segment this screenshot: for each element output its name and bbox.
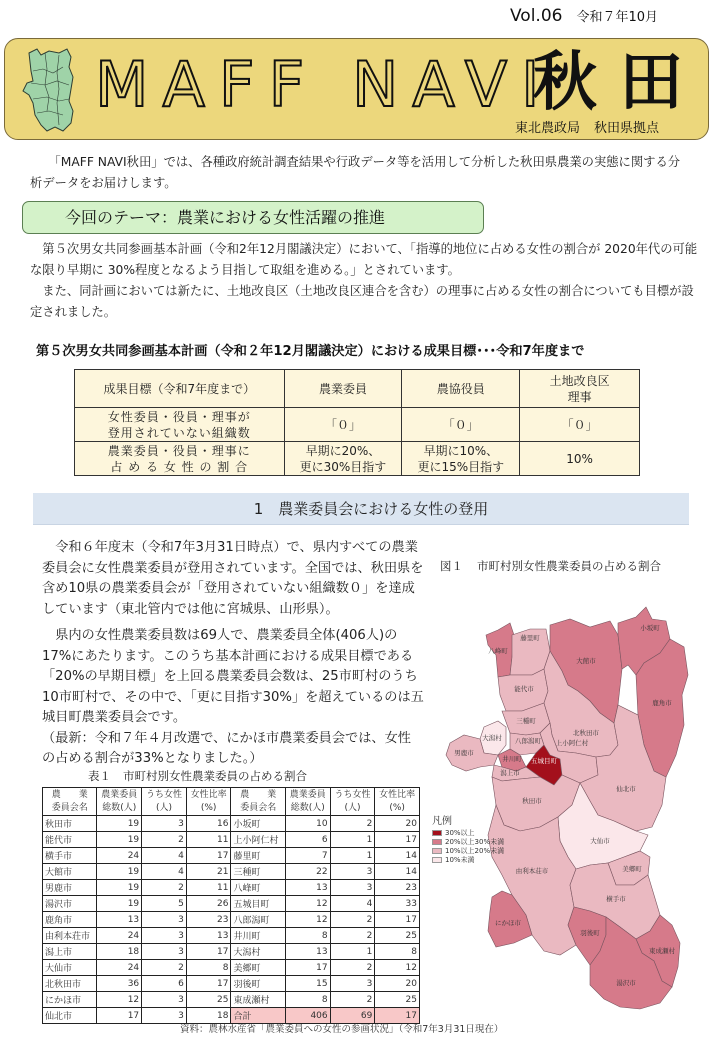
female-ratio: 16 [186, 816, 231, 832]
female-members: 6 [142, 976, 187, 992]
total-members: 12 [97, 992, 142, 1008]
female-ratio: 20 [375, 816, 420, 832]
plan-paragraph: また、同計画においては新たに、土地改良区（土地改良区連合を含む）の理事に占める女性の割合についても目標が設定されました。 [30, 284, 694, 319]
table-header-cell: うち女性 (人) [142, 788, 187, 816]
total-members: 13 [285, 880, 330, 896]
female-members: 3 [142, 912, 187, 928]
municipality-name: 八郎潟町 [231, 912, 285, 928]
total-members: 24 [97, 960, 142, 976]
female-members: 1 [330, 832, 375, 848]
total-members: 19 [97, 880, 142, 896]
table-row [43, 832, 420, 848]
volume-label: Vol.06 [510, 6, 563, 26]
table-row [43, 848, 420, 864]
total-members: 13 [285, 944, 330, 960]
table-header-cell: 農 業 委員会名 [231, 788, 285, 816]
akita-map-icon [19, 45, 77, 135]
map-label-yuzawa: 湯沢市 [616, 979, 636, 987]
total-members: 17 [97, 1008, 142, 1024]
goals-header: 農協役員 [402, 370, 520, 408]
table-row [43, 976, 420, 992]
total-members: 17 [285, 960, 330, 976]
goals-row-label: 女性委員・役員・理事が 登用されていない組織数 [75, 408, 285, 442]
female-members: 3 [330, 864, 375, 880]
municipality-name: 鹿角市 [43, 912, 97, 928]
female-members: 4 [330, 896, 375, 912]
total-members: 22 [285, 864, 330, 880]
legend-label: 20%以上30%未満 [445, 837, 505, 846]
total-members: 19 [97, 896, 142, 912]
municipality-name: 小坂町 [231, 816, 285, 832]
legend-swatch [432, 848, 442, 854]
municipality-table [42, 787, 420, 1024]
municipality-name: 大館市 [43, 864, 97, 880]
map-label-yokote: 横手市 [606, 895, 626, 903]
municipality-name: 大潟村 [231, 944, 285, 960]
table-header-cell: うち女性 (人) [330, 788, 375, 816]
table-row [43, 928, 420, 944]
section-paragraph: 県内の女性農業委員数は69人で、農業委員全体(406人)の17%にあたります。このうち基本計画における成果目標である「20%の早期目標」を上回る農業委員会数は、25市町村のうち10市町村で、その中で、「更に目指す30%」を超えているのは五城目町農業委員会です。 [42, 628, 424, 725]
female-ratio: 17 [186, 976, 231, 992]
table-row [43, 816, 420, 832]
total-members: 406 [285, 1008, 330, 1024]
table-row [43, 912, 420, 928]
section-note: （最新：令和７年４月改選で、にかほ市農業委員会では、女性の占める割合が33%となりました。） [42, 730, 411, 766]
table-header-cell: 農 業 委員会名 [43, 788, 97, 816]
municipality-name: 八峰町 [231, 880, 285, 896]
total-members: 12 [285, 896, 330, 912]
municipality-name: 北秋田市 [43, 976, 97, 992]
map-label-noshiro: 能代市 [514, 685, 534, 693]
female-ratio: 12 [375, 960, 420, 976]
table-row [43, 960, 420, 976]
source-note: 資料：農林水産省「農業委員への女性の参画状況」（令和7年3月31日現在） [180, 1024, 504, 1035]
female-ratio: 23 [375, 880, 420, 896]
section-heading: 1 農業委員会における女性の登用 [33, 493, 689, 525]
goals-header: 成果目標（令和7年度まで） [75, 370, 285, 408]
map-label-akita: 秋田市 [522, 797, 542, 805]
municipality-name: 秋田市 [43, 816, 97, 832]
female-members: 3 [142, 944, 187, 960]
goals-header-row [75, 370, 640, 408]
map-label-nikaho: にかほ市 [495, 919, 521, 927]
map-label-ikawa: 井川町 [502, 755, 522, 763]
total-members: 8 [285, 928, 330, 944]
female-ratio: 17 [375, 912, 420, 928]
total-members: 12 [285, 912, 330, 928]
female-ratio: 14 [375, 848, 420, 864]
female-members: 1 [330, 848, 375, 864]
female-ratio: 8 [186, 960, 231, 976]
plan-paragraph: 第５次男女共同参画基本計画（令和2年12月閣議決定）において、「指導的地位に占める女性の割合が 2020年代の可能な限り早期に 30%程度となるよう目指して取組を進める。」とされています。 [30, 242, 698, 277]
table-header-cell: 農業委員 総数(人) [97, 788, 142, 816]
female-members: 2 [330, 912, 375, 928]
goals-header: 土地改良区 理事 [520, 370, 640, 408]
female-ratio: 25 [375, 928, 420, 944]
female-ratio: 33 [375, 896, 420, 912]
goals-row [75, 442, 640, 476]
plan-description [30, 239, 700, 323]
map-label-oga: 男鹿市 [454, 749, 474, 757]
legend-label: 30%以上 [445, 828, 475, 837]
issue-info [510, 6, 658, 26]
female-members: 3 [142, 816, 187, 832]
female-ratio: 13 [186, 928, 231, 944]
municipality-name: 羽後町 [231, 976, 285, 992]
female-ratio: 25 [375, 992, 420, 1008]
municipality-name: にかほ市 [43, 992, 97, 1008]
table-header-row [43, 788, 420, 816]
female-members: 4 [142, 848, 187, 864]
total-members: 19 [97, 816, 142, 832]
female-ratio: 23 [186, 912, 231, 928]
map-label-kosaka: 小坂町 [640, 624, 660, 632]
municipality-name: 井川町 [231, 928, 285, 944]
goals-row-label: 農業委員・役員・理事に 占 め る 女 性 の 割 合 [75, 442, 285, 476]
female-members: 1 [330, 944, 375, 960]
figure-caption: 図１ 市町村別女性農業委員の占める割合 [440, 559, 661, 573]
municipality-name: 大仙市 [43, 960, 97, 976]
logo-kanji: 秋田 [533, 45, 705, 120]
female-ratio: 20 [375, 976, 420, 992]
municipality-name: 藤里町 [231, 848, 285, 864]
total-members: 7 [285, 848, 330, 864]
goals-header: 農業委員 [284, 370, 402, 408]
table-row [43, 880, 420, 896]
map-label-happo: 八峰町 [488, 647, 508, 655]
map-label-odate: 大館市 [576, 657, 596, 665]
female-members: 2 [142, 832, 187, 848]
legend-title: 凡例 [432, 816, 452, 827]
female-ratio: 17 [186, 944, 231, 960]
female-members: 2 [142, 960, 187, 976]
municipality-name: 由利本荘市 [43, 928, 97, 944]
map-label-ogata: 大潟村 [482, 734, 502, 742]
legend-swatch [432, 839, 442, 845]
goals-row [75, 408, 640, 442]
goals-cell: 「０」 [284, 408, 402, 442]
section-body [42, 538, 424, 770]
female-ratio: 18 [186, 1008, 231, 1024]
table-row [43, 896, 420, 912]
municipality-name: 男鹿市 [43, 880, 97, 896]
total-members: 8 [285, 992, 330, 1008]
goals-table [74, 369, 640, 476]
female-members: 2 [330, 960, 375, 976]
legend-item [432, 855, 504, 864]
table-header-cell: 女性比率 (%) [375, 788, 420, 816]
section-paragraph: 令和６年度末（令和7年3月31日時点）で、県内すべての農業委員会に女性農業委員が登用されています。全国では、秋田県を含め10県の農業委員会が「登用されていない組織数０」を達成しています（東北管内では他に宮城県、山形県）。 [42, 540, 424, 617]
female-ratio: 11 [186, 832, 231, 848]
goals-cell: 早期に20%、 更に30%目指す [284, 442, 402, 476]
female-ratio: 26 [186, 896, 231, 912]
female-members: 2 [330, 992, 375, 1008]
publisher-office: 秋田県拠点 [594, 121, 660, 136]
municipality-name: 能代市 [43, 832, 97, 848]
municipality-name: 美郷町 [231, 960, 285, 976]
goals-title: 第５次男女共同参画基本計画（令和２年12月閣議決定）における成果目標･･･令和7年度まで [36, 344, 585, 359]
total-members: 10 [285, 816, 330, 832]
municipality-name: 合計 [231, 1008, 285, 1024]
municipality-name: 湯沢市 [43, 896, 97, 912]
map-label-fujisato: 藤里町 [520, 634, 540, 642]
map-label-semboku: 仙北市 [616, 785, 636, 793]
map-label-higashinaruse: 東成瀬村 [649, 947, 675, 955]
table-row [43, 864, 420, 880]
female-members: 2 [330, 816, 375, 832]
total-members: 13 [97, 912, 142, 928]
goals-cell: 「０」 [402, 408, 520, 442]
female-ratio: 14 [375, 864, 420, 880]
female-ratio: 25 [186, 992, 231, 1008]
total-members: 19 [97, 832, 142, 848]
female-ratio: 11 [186, 880, 231, 896]
female-members: 3 [142, 992, 187, 1008]
total-members: 36 [97, 976, 142, 992]
municipality-name: 潟上市 [43, 944, 97, 960]
intro-text: 「MAFF NAVI秋田」では、各種政府統計調査結果や行政データ等を活用して分析した秋田県農業の実態に関する分析データをお届けします。 [30, 155, 681, 190]
total-members: 18 [97, 944, 142, 960]
female-members: 2 [330, 928, 375, 944]
table-header-cell: 女性比率 (%) [186, 788, 231, 816]
municipality-name: 三種町 [231, 864, 285, 880]
legend-swatch [432, 857, 442, 863]
logo-text: MAFF NAVI [95, 48, 554, 121]
female-members: 3 [142, 928, 187, 944]
municipality-name: 五城目町 [231, 896, 285, 912]
map-label-hachirogata: 八郎潟町 [515, 737, 541, 745]
total-members: 24 [97, 848, 142, 864]
title-banner [4, 38, 709, 140]
map-label-gojome: 五城目町 [531, 757, 557, 765]
map-label-yurihonjo: 由利本荘市 [515, 867, 549, 875]
goals-cell: 早期に10%、 更に15%目指す [402, 442, 520, 476]
issue-date: 令和７年10月 [576, 10, 659, 25]
female-members: 5 [142, 896, 187, 912]
female-members: 3 [142, 1008, 187, 1024]
municipality-name: 横手市 [43, 848, 97, 864]
map-label-kazuno: 鹿角市 [652, 699, 672, 707]
goals-cell: 10% [520, 442, 640, 476]
female-ratio: 17 [375, 1008, 420, 1024]
map-label-ugo: 羽後町 [580, 929, 600, 937]
publisher [515, 117, 659, 136]
map-label-daisen: 大仙市 [590, 837, 610, 845]
theme-box: 今回のテーマ：農業における女性活躍の推進 [22, 201, 484, 234]
total-members: 15 [285, 976, 330, 992]
female-ratio: 17 [186, 848, 231, 864]
municipality-name: 上小阿仁村 [231, 832, 285, 848]
map-label-mitane: 三種町 [516, 717, 536, 725]
map-label-kitaakita: 北秋田市 [573, 729, 599, 737]
map-label-kamikoani: 上小阿仁村 [555, 739, 589, 747]
female-members: 3 [330, 880, 375, 896]
legend-label: 10%以上20%未満 [445, 846, 505, 855]
table-row [43, 992, 420, 1008]
total-members: 6 [285, 832, 330, 848]
table-row [43, 944, 420, 960]
total-members: 24 [97, 928, 142, 944]
table-caption: 表１ 市町村別女性農業委員の占める割合 [88, 769, 307, 783]
legend-label: 10%未満 [445, 855, 475, 864]
legend-swatch [432, 830, 442, 836]
table-header-cell: 農業委員 総数(人) [285, 788, 330, 816]
publisher-org: 東北農政局 [515, 121, 581, 136]
female-members: 4 [142, 864, 187, 880]
female-members: 2 [142, 880, 187, 896]
female-members: 69 [330, 1008, 375, 1024]
total-members: 19 [97, 864, 142, 880]
female-ratio: 21 [186, 864, 231, 880]
goals-cell: 「０」 [520, 408, 640, 442]
female-members: 3 [330, 976, 375, 992]
map-label-katagami: 潟上市 [500, 769, 520, 777]
female-ratio: 17 [375, 832, 420, 848]
map-label-misato: 美郷町 [622, 865, 642, 873]
map-legend [432, 812, 504, 864]
municipality-name: 仙北市 [43, 1008, 97, 1024]
female-ratio: 8 [375, 944, 420, 960]
choropleth-map [440, 595, 720, 1015]
municipality-name: 東成瀬村 [231, 992, 285, 1008]
